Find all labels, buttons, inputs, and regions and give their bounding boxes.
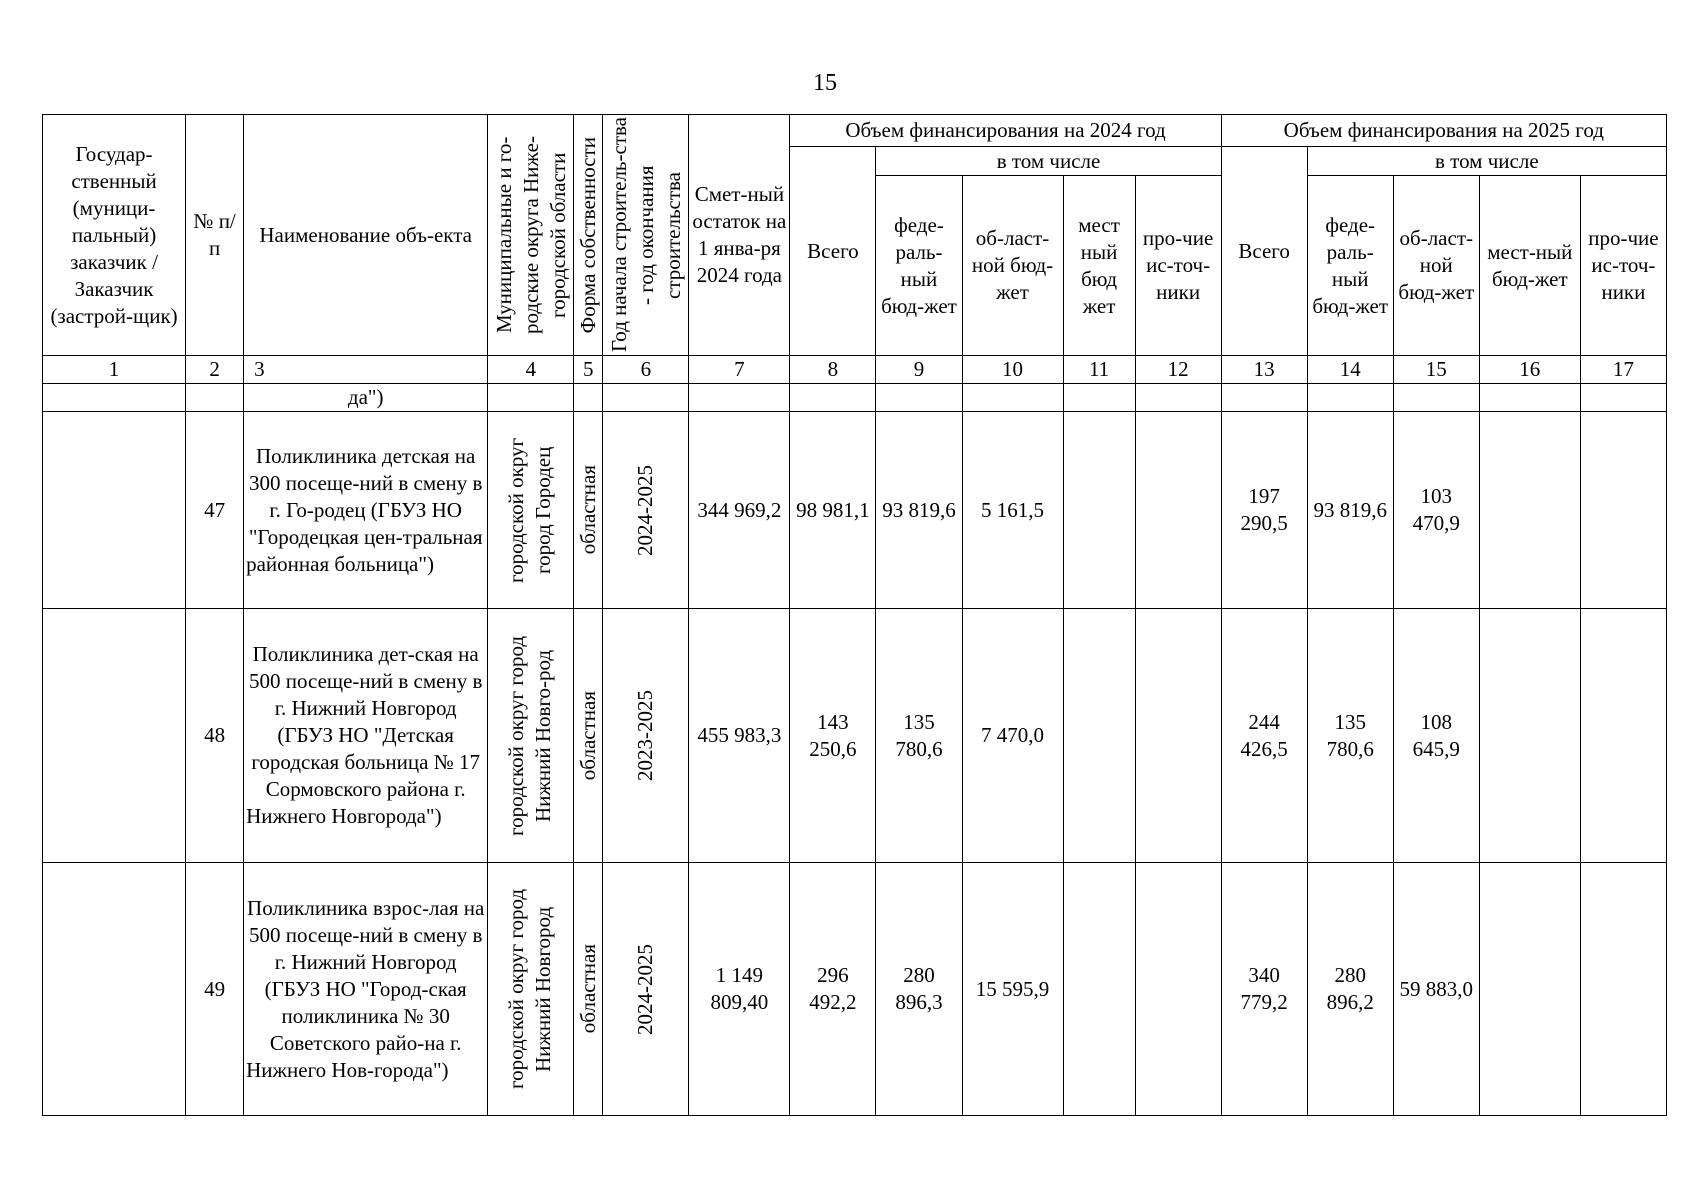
local-2024-value <box>1063 863 1135 1116</box>
years-cell: 2024-2025 <box>603 412 689 609</box>
column-number: 15 <box>1393 356 1479 384</box>
table-row <box>43 609 1667 863</box>
object-name: Поликлиника дет-ская на 500 посеще-ний в смену в г. Нижний Новгород (ГБУЗ НО "Детская городская больница № 17 Сормовского района г. Нижнего Новгорода") <box>244 609 488 863</box>
column-number: 1 <box>43 356 186 384</box>
local-2025-value <box>1479 863 1580 1116</box>
header-no: № п/п <box>186 115 244 356</box>
row-number: 47 <box>186 412 244 609</box>
header-years: Год начала строитель-ства - год окончания строительства <box>603 115 689 356</box>
column-number: 16 <box>1479 356 1580 384</box>
federal-2024-value: 280 896,3 <box>876 863 962 1116</box>
header-fin-2024: Объем финансирования на 2024 год <box>790 115 1221 147</box>
column-numbers-row <box>43 356 1667 384</box>
federal-2025-value: 93 819,6 <box>1307 412 1393 609</box>
estimate-value: 344 969,2 <box>689 412 790 609</box>
continuation-row <box>43 384 1667 412</box>
customer-cell <box>43 412 186 609</box>
table-row <box>43 412 1667 609</box>
customer-cell <box>43 609 186 863</box>
regional-2024-value: 7 470,0 <box>962 609 1063 863</box>
header-other-2024: про-чие ис-точ-ники <box>1135 176 1221 356</box>
other-2025-value <box>1580 863 1666 1116</box>
header-regional-2025: об-ласт-ной бюд-жет <box>1393 176 1479 356</box>
other-2024-value <box>1135 412 1221 609</box>
page-number: 15 <box>813 70 837 96</box>
federal-2025-value: 280 896,2 <box>1307 863 1393 1116</box>
total-2024-value: 296 492,2 <box>790 863 876 1116</box>
header-customer: Государ-ственный (муници-пальный) заказчик / Заказчик (застрой-щик) <box>43 115 186 356</box>
regional-2025-value: 103 470,9 <box>1393 412 1479 609</box>
header-including-2025: в том числе <box>1307 147 1666 176</box>
column-number: 6 <box>603 356 689 384</box>
local-2025-value <box>1479 412 1580 609</box>
column-number: 14 <box>1307 356 1393 384</box>
federal-2025-value: 135 780,6 <box>1307 609 1393 863</box>
header-estimate: Смет-ный остаток на 1 янва-ря 2024 года <box>689 115 790 356</box>
header-fin-2025: Объем финансирования на 2025 год <box>1221 115 1666 147</box>
header-regional-2024: об-ласт-ной бюд-жет <box>962 176 1063 356</box>
object-name: Поликлиника детская на 300 посеще-ний в смену в г. Го-родец (ГБУЗ НО "Городецкая цен-тральная районная больница") <box>244 412 488 609</box>
header-federal-2025: феде-раль-ный бюд-жет <box>1307 176 1393 356</box>
column-number: 10 <box>962 356 1063 384</box>
column-number: 2 <box>186 356 244 384</box>
column-number: 4 <box>488 356 574 384</box>
financing-table <box>42 114 1667 1116</box>
total-2024-value: 143 250,6 <box>790 609 876 863</box>
total-2025-value: 340 779,2 <box>1221 863 1307 1116</box>
column-number: 13 <box>1221 356 1307 384</box>
total-2024-value: 98 981,1 <box>790 412 876 609</box>
header-total-2024: Всего <box>790 147 876 356</box>
estimate-value: 1 149 809,40 <box>689 863 790 1116</box>
header-object-name: Наименование объ-екта <box>244 115 488 356</box>
other-2025-value <box>1580 609 1666 863</box>
municipality-cell: городской округ город Нижний Новгород <box>488 863 574 1116</box>
federal-2024-value: 93 819,6 <box>876 412 962 609</box>
column-number: 5 <box>574 356 603 384</box>
header-local-2025: мест-ный бюд-жет <box>1479 176 1580 356</box>
column-number: 17 <box>1580 356 1666 384</box>
municipality-cell: городской округ город Городец <box>488 412 574 609</box>
regional-2025-value: 108 645,9 <box>1393 609 1479 863</box>
local-2024-value <box>1063 412 1135 609</box>
total-2025-value: 197 290,5 <box>1221 412 1307 609</box>
continuation-text: да") <box>244 384 488 412</box>
row-number: 48 <box>186 609 244 863</box>
federal-2024-value: 135 780,6 <box>876 609 962 863</box>
header-municipality: Муниципальные и го-родские округа Ниже-городской области <box>488 115 574 356</box>
column-number: 12 <box>1135 356 1221 384</box>
estimate-value: 455 983,3 <box>689 609 790 863</box>
ownership-cell: областная <box>574 609 603 863</box>
regional-2024-value: 5 161,5 <box>962 412 1063 609</box>
local-2025-value <box>1479 609 1580 863</box>
other-2024-value <box>1135 863 1221 1116</box>
column-number: 3 <box>244 356 488 384</box>
header-ownership: Форма собственности <box>574 115 603 356</box>
column-number: 11 <box>1063 356 1135 384</box>
column-number: 8 <box>790 356 876 384</box>
header-other-2025: про-чие ис-точ-ники <box>1580 176 1666 356</box>
other-2025-value <box>1580 412 1666 609</box>
regional-2024-value: 15 595,9 <box>962 863 1063 1116</box>
column-number: 7 <box>689 356 790 384</box>
table-row <box>43 863 1667 1116</box>
header-total-2025: Всего <box>1221 147 1307 356</box>
header-federal-2024: феде-раль-ный бюд-жет <box>876 176 962 356</box>
years-cell: 2023-2025 <box>603 609 689 863</box>
municipality-cell: городской округ город Нижний Новго-род <box>488 609 574 863</box>
ownership-cell: областная <box>574 412 603 609</box>
row-number: 49 <box>186 863 244 1116</box>
object-name: Поликлиника взрос-лая на 500 посеще-ний в смену в г. Нижний Новгород (ГБУЗ НО "Город-ская поликлиника № 30 Советского райо-на г. Нижнего Нов-города") <box>244 863 488 1116</box>
header-including-2024: в том числе <box>876 147 1221 176</box>
header-local-2024: мест ный бюд жет <box>1063 176 1135 356</box>
customer-cell <box>43 863 186 1116</box>
column-number: 9 <box>876 356 962 384</box>
total-2025-value: 244 426,5 <box>1221 609 1307 863</box>
local-2024-value <box>1063 609 1135 863</box>
ownership-cell: областная <box>574 863 603 1116</box>
years-cell: 2024-2025 <box>603 863 689 1116</box>
regional-2025-value: 59 883,0 <box>1393 863 1479 1116</box>
other-2024-value <box>1135 609 1221 863</box>
